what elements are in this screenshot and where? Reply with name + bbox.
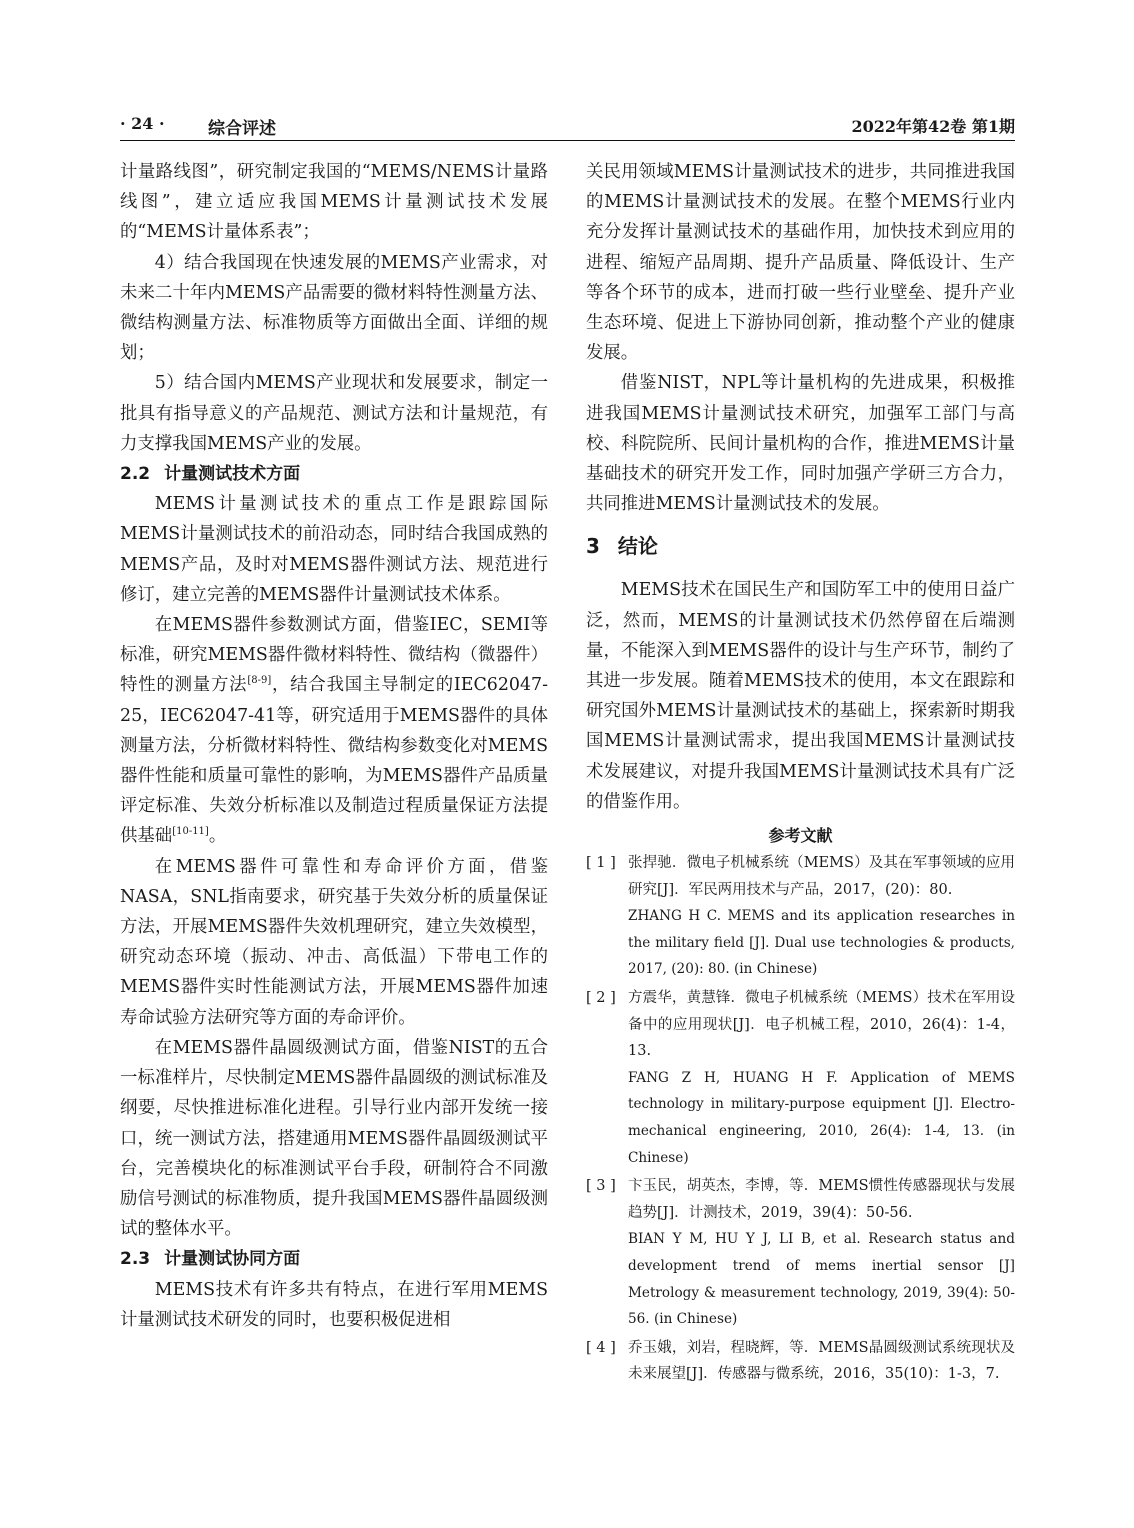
section-name: 综合评述 xyxy=(208,119,276,139)
reference-number: [ 2 ] xyxy=(586,990,616,1007)
subsection-heading-2-3 xyxy=(120,1244,548,1274)
subsection-title: 计量测试技术方面 xyxy=(164,464,301,485)
reference-text-en: BIAN Y M, HU Y J, LI B, et al. Research status and development trend of mems inertial sensor [J] Metrology & measurement technology, 2019, 39(4): 50-56. (in Chinese) xyxy=(628,1231,1015,1328)
paragraph: MEMS计量测试技术的重点工作是跟踪国际MEMS计量测试技术的前沿动态，同时结合我国成熟的MEMS产品，及时对MEMS器件测试方法、规范进行修订，建立完善的MEMS器件计量测试技术体系。 xyxy=(120,494,548,605)
reference-item xyxy=(586,1173,1015,1333)
reference-text-zh: 乔玉娥，刘岩，程晓辉，等．MEMS晶圆级测试系统现状及未来展望[J]．传感器与微系统，2016，35(10)：1-3，7. xyxy=(628,1339,1015,1383)
page-number: · 24 · xyxy=(120,114,165,133)
reference-item xyxy=(586,985,1015,1171)
reference-text-zh: 张捍驰．微电子机械系统（MEMS）及其在军事领域的应用研究[J]．军民两用技术与产品，2017，(20)：80. xyxy=(628,855,1015,898)
reference-number: [ 3 ] xyxy=(586,1178,616,1195)
paragraph: 关民用领域MEMS计量测试技术的进步，共同推进我国的MEMS计量测试技术的发展。在整个MEMS行业内充分发挥计量测试技术的基础作用，加快技术到应用的进程、缩短产品周期、提升产品质量、降低设计、生产等各个环节的成本，进而打破一些行业壁垒、提升产业生态环境、促进上下游协同创新，推动整个产业的健康发展。 xyxy=(586,162,1015,364)
citation: [8-9] xyxy=(247,675,272,687)
paragraph: 在MEMS器件可靠性和寿命评价方面，借鉴NASA，SNL指南要求，研究基于失效分析的质量保证方法，开展MEMS器件失效机理研究，建立失效模型，研究动态环境（振动、冲击、高低温）下带电工作的MEMS器件实时性能测试方法，开展MEMS器件加速寿命试验方法研究等方面的寿命评价。 xyxy=(120,856,548,1028)
section-heading-3 xyxy=(586,531,1015,561)
paragraph: 4）结合我国现在快速发展的MEMS产业需求，对未来二十年内MEMS产品需要的微材料特性测量方法、微结构测量方法、标准物质等方面做出全面、详细的规划； xyxy=(120,252,548,364)
subsection-number: 2.2 xyxy=(120,464,151,485)
subsection-title: 计量测试协同方面 xyxy=(164,1249,301,1270)
paragraph: 计量路线图”，研究制定我国的“MEMS/NEMS计量路线图”，建立适应我国MEMS计量测试技术发展的“MEMS计量体系表”； xyxy=(120,162,548,243)
journal-issue: 2022年第42卷 第1期 xyxy=(851,117,1015,136)
paragraph: 借鉴NIST，NPL等计量机构的先进成果，积极推进我国MEMS计量测试技术研究，加强军工部门与高校、科院院所、民间计量机构的合作，推进MEMS计量基础技术的研究开发工作，同时加强产学研三方合力，共同推进MEMS计量测试技术的发展。 xyxy=(586,373,1015,515)
paragraph: 在MEMS器件晶圆级测试方面，借鉴NIST的五合一标准样片，尽快制定MEMS器件晶圆级的测试标准及纲要，尽快推进标准化进程。引导行业内部开发统一接口，统一测试方法，搭建通用MEMS器件晶圆级测试平台，完善模块化的标准测试平台手段，研制符合不同激励信号测试的标准物质，提升我国MEMS器件晶圆级测试的整体水平。 xyxy=(120,1037,548,1240)
paragraph-text: 。 xyxy=(208,826,227,847)
paragraph xyxy=(120,610,548,852)
reference-number: [ 1 ] xyxy=(586,855,616,872)
paragraph: MEMS技术有许多共有特点，在进行军用MEMS计量测试技术研发的同时，也要积极促进相 xyxy=(120,1279,548,1330)
section-title: 结论 xyxy=(617,534,658,559)
reference-text-zh: 方震华，黄慧锋．微电子机械系统（MEMS）技术在军用设备中的应用现状[J]．电子机械工程，2010，26(4)：1-4，13. xyxy=(628,990,1015,1060)
section-number: 3 xyxy=(586,534,600,559)
reference-text-en: FANG Z H, HUANG H F. Application of MEMS technology in military-purpose equipment [J]. Electro-mechanical engineering, 2010, 26(4): 1-4, 13. (in Chinese) xyxy=(628,1069,1015,1166)
paragraph-text: 在MEMS器件参数测试方面，借鉴IEC，SEMI等标准，研究MEMS器件微材料特性、微结构（微器件）特性的测量方法 xyxy=(120,615,548,696)
paragraph: MEMS技术在国民生产和国防军工中的使用日益广泛，然而，MEMS的计量测试技术仍然停留在后端测量，不能深入到MEMS器件的设计与生产环节，制约了其进一步发展。随着MEMS技术的使用，本文在跟踪和研究国外MEMS计量测试技术的基础上，探索新时期我国MEMS计量测试需求，提出我国MEMS计量测试技术发展建议，对提升我国MEMS计量测试技术具有广泛的借鉴作用。 xyxy=(586,580,1015,812)
paragraph-text: ，结合我国主导制定的IEC62047-25，IEC62047-41等，研究适用于MEMS器件的具体测量方法，分析微材料特性、微结构参数变化对MEMS器件性能和质量可靠性的影响，为MEMS器件产品质量评定标准、失效分析标准以及制造过程质量保证方法提供基础 xyxy=(120,675,548,847)
reference-text-zh: 卞玉民，胡英杰，李博，等．MEMS惯性传感器现状与发展趋势[J]．计测技术，2019，39(4)：50-56. xyxy=(628,1178,1015,1221)
references-title: 参考文献 xyxy=(768,826,833,846)
reference-number: [ 4 ] xyxy=(586,1339,616,1356)
right-column xyxy=(586,157,1015,1390)
reference-item xyxy=(586,850,1015,983)
subsection-heading-2-2 xyxy=(120,459,548,489)
left-column xyxy=(120,157,548,1335)
running-header xyxy=(120,112,1015,141)
paragraph: 5）结合国内MEMS产业现状和发展要求，制定一批具有指导意义的产品规范、测试方法和计量规范，有力支撑我国MEMS产业的发展。 xyxy=(120,373,548,454)
reference-text-en: ZHANG H C. MEMS and its application researches in the military field [J]. Dual use technologies & products, 2017, (20): 80. (in Chinese) xyxy=(628,908,1015,978)
citation: [10-11] xyxy=(172,826,209,838)
reference-item xyxy=(586,1335,1015,1388)
subsection-number: 2.3 xyxy=(120,1249,151,1270)
